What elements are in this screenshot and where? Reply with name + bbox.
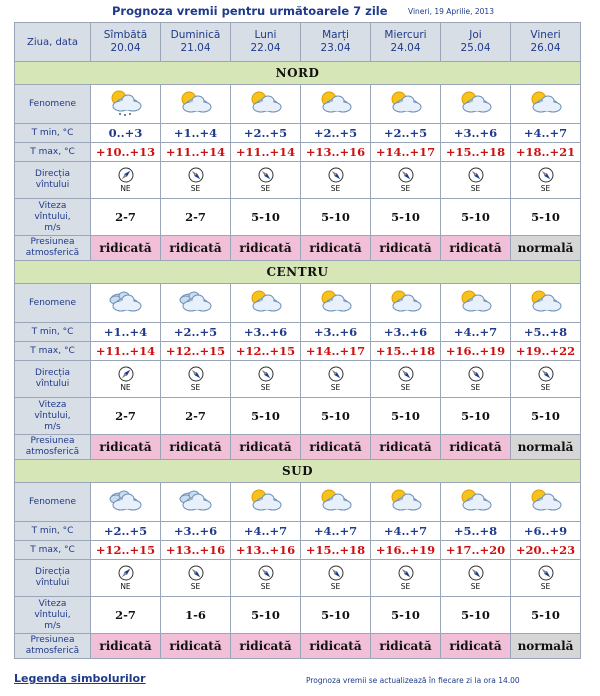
day-date: 20.04 (110, 42, 141, 54)
wind-speed-cell: 2-7 (161, 398, 231, 435)
wind-direction-label-cell (15, 560, 91, 597)
pressure-cell: ridicată (301, 236, 371, 261)
wind-speed-label-cell (15, 199, 91, 236)
wind-direction-text: NE (120, 382, 131, 392)
wind-compass-icon (118, 565, 134, 581)
wind-direction-row (15, 560, 581, 597)
phenomena-cell (441, 284, 511, 323)
wind-direction-cell (161, 361, 231, 398)
phenomena-cell (371, 483, 441, 522)
tmax-label: T max, °C (30, 544, 75, 555)
partly-cloudy-icon (245, 88, 287, 120)
wind-direction-label-cell (15, 361, 91, 398)
partly-cloudy-icon (525, 287, 567, 319)
current-date: Vineri, 19 Aprilie, 2013 (408, 7, 494, 16)
partly-cloudy-icon (245, 486, 287, 518)
wind-speed-cell: 5-10 (511, 199, 581, 236)
wind-direction-cell (301, 162, 371, 199)
tmin-cell: +1..+4 (161, 124, 231, 143)
day-name: Duminică (170, 29, 221, 41)
wind-direction-text: SE (400, 382, 411, 392)
pressure-label-cell (15, 634, 91, 659)
top-bar (0, 0, 600, 22)
pressure-cell: ridicată (441, 236, 511, 261)
wind-speed-cell: 2-7 (91, 199, 161, 236)
tmin-cell: +4..+7 (511, 124, 581, 143)
wind-direction-text: SE (470, 581, 481, 591)
wind-direction-text: SE (540, 183, 551, 193)
wind-direction-text: SE (330, 382, 341, 392)
pressure-cell: ridicată (161, 634, 231, 659)
tmax-cell: +13..+16 (301, 143, 371, 162)
wind-direction-cell (91, 361, 161, 398)
wind-direction-cell (441, 560, 511, 597)
wind-speed-cell: 5-10 (231, 597, 301, 634)
tmin-label: T min, °C (31, 127, 74, 138)
wind-direction-cell (441, 361, 511, 398)
wind-direction-text: SE (330, 183, 341, 193)
phenomena-label-cell (15, 85, 91, 124)
wind-compass-icon (188, 167, 204, 183)
day-header-0 (91, 23, 161, 62)
wind-dir-label-2: vîntului (35, 180, 70, 190)
tmax-cell: +11..+14 (161, 143, 231, 162)
forecast-table (14, 22, 581, 659)
tmin-cell: +6..+9 (511, 522, 581, 541)
tmin-cell: +2..+5 (301, 124, 371, 143)
phenomena-label: Fenomene (29, 496, 76, 507)
region-row-sud (15, 460, 581, 483)
tmax-row (15, 342, 581, 361)
tmin-cell: +3..+6 (441, 124, 511, 143)
tmin-cell: +2..+5 (91, 522, 161, 541)
tmin-row (15, 323, 581, 342)
wind-speed-label-cell (15, 398, 91, 435)
wind-speed-label-2: vîntului, (34, 609, 71, 620)
day-name: Joi (469, 29, 482, 41)
tmax-cell: +12..+15 (91, 541, 161, 560)
phenomena-cell (91, 284, 161, 323)
phenomena-row (15, 284, 581, 323)
phenomena-cell (371, 85, 441, 124)
pressure-cell: ridicată (441, 634, 511, 659)
region-title (15, 460, 581, 483)
wind-speed-cell: 5-10 (231, 398, 301, 435)
partly-cloudy-icon (525, 486, 567, 518)
tmax-cell: +16..+19 (371, 541, 441, 560)
wind-direction-cell (441, 162, 511, 199)
tmax-cell: +10..+13 (91, 143, 161, 162)
phenomena-cell (301, 85, 371, 124)
wind-direction-cell (371, 560, 441, 597)
tmax-cell: +11..+14 (231, 143, 301, 162)
wind-speed-cell: 5-10 (371, 199, 441, 236)
tmax-cell: +20..+23 (511, 541, 581, 560)
day-header-5 (441, 23, 511, 62)
tmax-cell: +18..+21 (511, 143, 581, 162)
tmax-cell: +13..+16 (161, 541, 231, 560)
wind-compass-icon (398, 565, 414, 581)
wind-compass-icon (118, 167, 134, 183)
day-date: 25.04 (460, 42, 491, 54)
wind-compass-icon (258, 565, 274, 581)
day-date: 26.04 (530, 42, 561, 54)
wind-speed-label-3: m/s (44, 620, 61, 631)
pressure-cell: ridicată (231, 634, 301, 659)
wind-speed-label-2: vîntului, (34, 211, 71, 222)
partly-cloudy-icon (315, 287, 357, 319)
tmax-label: T max, °C (30, 146, 75, 157)
wind-speed-cell: 5-10 (441, 597, 511, 634)
pressure-cell: ridicată (301, 435, 371, 460)
wind-compass-icon (398, 366, 414, 382)
phenomena-cell (91, 85, 161, 124)
region-title (15, 261, 581, 284)
phenomena-cell (161, 483, 231, 522)
pressure-cell: ridicată (231, 236, 301, 261)
phenomena-cell (301, 284, 371, 323)
wind-speed-label-1: Viteza (38, 598, 67, 609)
partly-cloudy-icon (455, 88, 497, 120)
tmax-label-cell (15, 541, 91, 560)
tmin-cell: +2..+5 (231, 124, 301, 143)
phenomena-cell (161, 284, 231, 323)
wind-dir-label-2: vîntului (35, 379, 70, 389)
tmin-cell: +3..+6 (371, 323, 441, 342)
cloudy-icon (105, 486, 147, 518)
wind-direction-row (15, 162, 581, 199)
cloudy-icon (175, 486, 217, 518)
phenomena-cell (231, 483, 301, 522)
tmax-cell: +14..+17 (301, 342, 371, 361)
phenomena-label: Fenomene (29, 297, 76, 308)
phenomena-cell (511, 284, 581, 323)
tmin-label: T min, °C (31, 525, 74, 536)
wind-speed-row (15, 398, 581, 435)
wind-dir-label-1: Direcția (35, 567, 70, 577)
tmin-label-cell (15, 522, 91, 541)
wind-direction-cell (511, 560, 581, 597)
tmax-cell: +13..+16 (231, 541, 301, 560)
wind-speed-cell: 2-7 (91, 597, 161, 634)
partly-cloudy-icon (455, 486, 497, 518)
wind-direction-text: SE (540, 581, 551, 591)
day-date: 21.04 (180, 42, 211, 54)
wind-speed-label-1: Viteza (38, 200, 67, 211)
region-name: NORD (275, 66, 320, 80)
partly-cloudy-icon (245, 287, 287, 319)
tmax-cell: +15..+18 (441, 143, 511, 162)
day-date: 22.04 (250, 42, 281, 54)
wind-compass-icon (328, 366, 344, 382)
pressure-cell: ridicată (91, 634, 161, 659)
phenomena-cell (441, 85, 511, 124)
phenomena-cell (511, 483, 581, 522)
pressure-label-1: Presiunea (30, 635, 75, 645)
wind-direction-label-cell (15, 162, 91, 199)
region-row-centru (15, 261, 581, 284)
wind-direction-text: SE (190, 382, 201, 392)
phenomena-label-cell (15, 284, 91, 323)
day-name: Sîmbătă (103, 29, 148, 41)
pressure-label-cell (15, 236, 91, 261)
wind-direction-text: SE (190, 183, 201, 193)
tmin-cell: +3..+6 (231, 323, 301, 342)
day-name: Miercuri (384, 29, 427, 41)
day-name: Marți (322, 29, 349, 41)
wind-speed-cell: 5-10 (301, 398, 371, 435)
pressure-cell: normală (511, 236, 581, 261)
tmin-label-cell (15, 124, 91, 143)
wind-speed-label-cell (15, 597, 91, 634)
pressure-label-2: atmosferică (25, 646, 80, 656)
tmin-cell: +1..+4 (91, 323, 161, 342)
wind-direction-text: SE (260, 183, 271, 193)
wind-speed-cell: 5-10 (301, 199, 371, 236)
wind-compass-icon (468, 366, 484, 382)
day-date: 24.04 (390, 42, 421, 54)
pressure-row (15, 634, 581, 659)
partly-cloudy-icon (315, 486, 357, 518)
phenomena-label: Fenomene (29, 98, 76, 109)
wind-direction-text: SE (190, 581, 201, 591)
cloudy-icon (105, 287, 147, 319)
tmax-row (15, 541, 581, 560)
wind-direction-text: NE (120, 581, 131, 591)
pressure-label-1: Presiunea (30, 237, 75, 247)
wind-direction-cell (231, 560, 301, 597)
tmax-cell: +12..+15 (161, 342, 231, 361)
wind-direction-cell (231, 162, 301, 199)
phenomena-row (15, 85, 581, 124)
partly-cloudy-drizzle-icon (105, 87, 147, 121)
tmin-cell: +4..+7 (231, 522, 301, 541)
wind-speed-label-1: Viteza (38, 399, 67, 410)
phenomena-label-cell (15, 483, 91, 522)
tmin-cell: +5..+8 (441, 522, 511, 541)
wind-compass-icon (538, 167, 554, 183)
tmin-cell: +4..+7 (371, 522, 441, 541)
wind-direction-cell (91, 560, 161, 597)
wind-compass-icon (328, 167, 344, 183)
wind-direction-cell (161, 162, 231, 199)
wind-direction-text: SE (540, 382, 551, 392)
tmin-label: T min, °C (31, 326, 74, 337)
wind-speed-cell: 2-7 (91, 398, 161, 435)
wind-speed-cell: 2-7 (161, 199, 231, 236)
tmax-cell: +17..+20 (441, 541, 511, 560)
day-name: Luni (254, 29, 277, 41)
wind-speed-cell: 5-10 (511, 398, 581, 435)
page-title: Prognoza vremii pentru următoarele 7 zile (112, 4, 388, 18)
tmin-cell: +2..+5 (161, 323, 231, 342)
pressure-label-2: atmosferică (25, 248, 80, 258)
wind-speed-cell: 5-10 (231, 199, 301, 236)
tmin-row (15, 522, 581, 541)
wind-direction-cell (371, 361, 441, 398)
day-date: 23.04 (320, 42, 351, 54)
phenomena-row (15, 483, 581, 522)
pressure-cell: ridicată (91, 435, 161, 460)
partly-cloudy-icon (385, 88, 427, 120)
wind-direction-cell (301, 361, 371, 398)
wind-direction-cell (301, 560, 371, 597)
tmax-cell: +16..+19 (441, 342, 511, 361)
wind-compass-icon (118, 366, 134, 382)
partly-cloudy-icon (315, 88, 357, 120)
wind-direction-text: SE (260, 581, 271, 591)
wind-direction-cell (371, 162, 441, 199)
region-row-nord (15, 62, 581, 85)
tmax-cell: +11..+14 (91, 342, 161, 361)
tmin-cell: +4..+7 (301, 522, 371, 541)
wind-speed-cell: 5-10 (301, 597, 371, 634)
tmin-cell: +3..+6 (161, 522, 231, 541)
region-name: CENTRU (266, 265, 329, 279)
wind-speed-label-2: vîntului, (34, 410, 71, 421)
phenomena-cell (91, 483, 161, 522)
pressure-cell: ridicată (441, 435, 511, 460)
phenomena-cell (371, 284, 441, 323)
wind-direction-cell (231, 361, 301, 398)
phenomena-cell (441, 483, 511, 522)
wind-dir-label-1: Direcția (35, 368, 70, 378)
region-name: SUD (281, 464, 314, 478)
region-title (15, 62, 581, 85)
update-note: Prognoza vremii se actualizează în fiecare zi la ora 14.00 (306, 676, 520, 685)
day-header-2 (231, 23, 301, 62)
tmax-row (15, 143, 581, 162)
wind-direction-cell (511, 162, 581, 199)
tmax-label: T max, °C (30, 345, 75, 356)
tmax-cell: +19..+22 (511, 342, 581, 361)
wind-speed-cell: 1-6 (161, 597, 231, 634)
wind-direction-text: NE (120, 183, 131, 193)
wind-compass-icon (538, 366, 554, 382)
wind-compass-icon (258, 366, 274, 382)
wind-speed-cell: 5-10 (441, 398, 511, 435)
tmax-label-cell (15, 143, 91, 162)
day-header-4 (371, 23, 441, 62)
wind-direction-cell (161, 560, 231, 597)
wind-direction-text: SE (400, 581, 411, 591)
wind-compass-icon (468, 167, 484, 183)
pressure-cell: normală (511, 435, 581, 460)
pressure-cell: ridicată (371, 236, 441, 261)
partly-cloudy-icon (175, 88, 217, 120)
pressure-cell: ridicată (231, 435, 301, 460)
wind-compass-icon (468, 565, 484, 581)
wind-speed-label-3: m/s (44, 222, 61, 233)
tmin-cell: +2..+5 (371, 124, 441, 143)
wind-speed-label-3: m/s (44, 421, 61, 432)
pressure-cell: ridicată (371, 634, 441, 659)
wind-direction-text: SE (470, 382, 481, 392)
day-header-6 (511, 23, 581, 62)
wind-dir-label-1: Direcția (35, 169, 70, 179)
cloudy-icon (175, 287, 217, 319)
wind-dir-label-2: vîntului (35, 578, 70, 588)
phenomena-cell (161, 85, 231, 124)
pressure-cell: normală (511, 634, 581, 659)
pressure-cell: ridicată (161, 236, 231, 261)
pressure-cell: ridicată (301, 634, 371, 659)
tmin-cell: 0..+3 (91, 124, 161, 143)
tmin-cell: +5..+8 (511, 323, 581, 342)
wind-compass-icon (188, 366, 204, 382)
day-name: Vineri (530, 29, 561, 41)
tmax-cell: +15..+18 (301, 541, 371, 560)
wind-direction-text: SE (470, 183, 481, 193)
tmin-cell: +3..+6 (301, 323, 371, 342)
wind-compass-icon (538, 565, 554, 581)
wind-direction-row (15, 361, 581, 398)
tmin-label-cell (15, 323, 91, 342)
symbols-legend-link[interactable]: Legenda simbolurilor (14, 672, 146, 685)
pressure-cell: ridicată (91, 236, 161, 261)
wind-speed-cell: 5-10 (371, 398, 441, 435)
phenomena-cell (231, 284, 301, 323)
wind-compass-icon (328, 565, 344, 581)
wind-speed-cell: 5-10 (371, 597, 441, 634)
wind-speed-row (15, 597, 581, 634)
phenomena-cell (511, 85, 581, 124)
tmin-row (15, 124, 581, 143)
wind-direction-text: SE (330, 581, 341, 591)
day-header-3 (301, 23, 371, 62)
pressure-row (15, 236, 581, 261)
day-date-label: Ziua, data (27, 36, 78, 48)
pressure-cell: ridicată (371, 435, 441, 460)
partly-cloudy-icon (525, 88, 567, 120)
phenomena-cell (301, 483, 371, 522)
pressure-cell: ridicată (161, 435, 231, 460)
tmin-cell: +4..+7 (441, 323, 511, 342)
tmax-cell: +12..+15 (231, 342, 301, 361)
wind-direction-cell (91, 162, 161, 199)
pressure-label-2: atmosferică (25, 447, 80, 457)
wind-compass-icon (398, 167, 414, 183)
partly-cloudy-icon (385, 287, 427, 319)
pressure-row (15, 435, 581, 460)
wind-direction-cell (511, 361, 581, 398)
column-header-label (15, 23, 91, 62)
wind-speed-cell: 5-10 (441, 199, 511, 236)
pressure-label-cell (15, 435, 91, 460)
wind-direction-text: SE (260, 382, 271, 392)
wind-direction-text: SE (400, 183, 411, 193)
tmax-cell: +14..+17 (371, 143, 441, 162)
partly-cloudy-icon (455, 287, 497, 319)
wind-compass-icon (188, 565, 204, 581)
wind-speed-cell: 5-10 (511, 597, 581, 634)
partly-cloudy-icon (385, 486, 427, 518)
wind-compass-icon (258, 167, 274, 183)
day-header-1 (161, 23, 231, 62)
wind-speed-row (15, 199, 581, 236)
tmax-cell: +15..+18 (371, 342, 441, 361)
phenomena-cell (231, 85, 301, 124)
tmax-label-cell (15, 342, 91, 361)
day-header-row (15, 23, 581, 62)
pressure-label-1: Presiunea (30, 436, 75, 446)
